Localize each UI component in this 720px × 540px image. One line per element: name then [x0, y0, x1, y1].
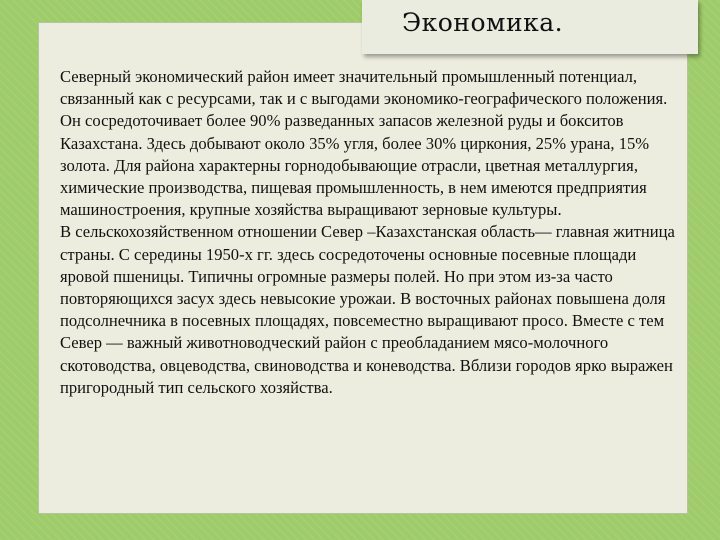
slide-body — [60, 66, 678, 399]
slide-title: Экономика. — [402, 8, 564, 37]
paragraph-economy-overview: Северный экономический район имеет значительный промышленный потенциал, связанный как с ресурсами, так и с выгодами экономико-географического положения. Он сосредоточивает более 90% разведанных запасов железной руды и бокситов Казахстана. Здесь добывают около 35% угля, более 30% циркония, 25% урана, 15% золота. Для района характерны горнодобывающие отрасли, цветная металлургия, химические производства, пищевая промышленность, в нем имеются предприятия машиностроения, крупные хозяйства выращивают зерновые культуры. — [60, 67, 668, 220]
paragraph-agriculture: В сельскохозяйственном отношении Север –Казахстанская область— главная житница страны. С середины 1950-х гг. здесь сосредоточены основные посевные площади яровой пшеницы. Типичны огромные размеры полей. Но при этом из-за часто повторяющихся засух здесь невысокие урожаи. В восточных районах повышена доля подсолнечника в посевных площадях, повсеместно выращивают просо. Вместе с тем Север — важный животноводческий район с преобладанием мясо-молочного скотоводства, овцеводства, свиноводства и коневодства. Вблизи городов ярко выражен пригородный тип сельского хозяйства. — [60, 222, 675, 397]
